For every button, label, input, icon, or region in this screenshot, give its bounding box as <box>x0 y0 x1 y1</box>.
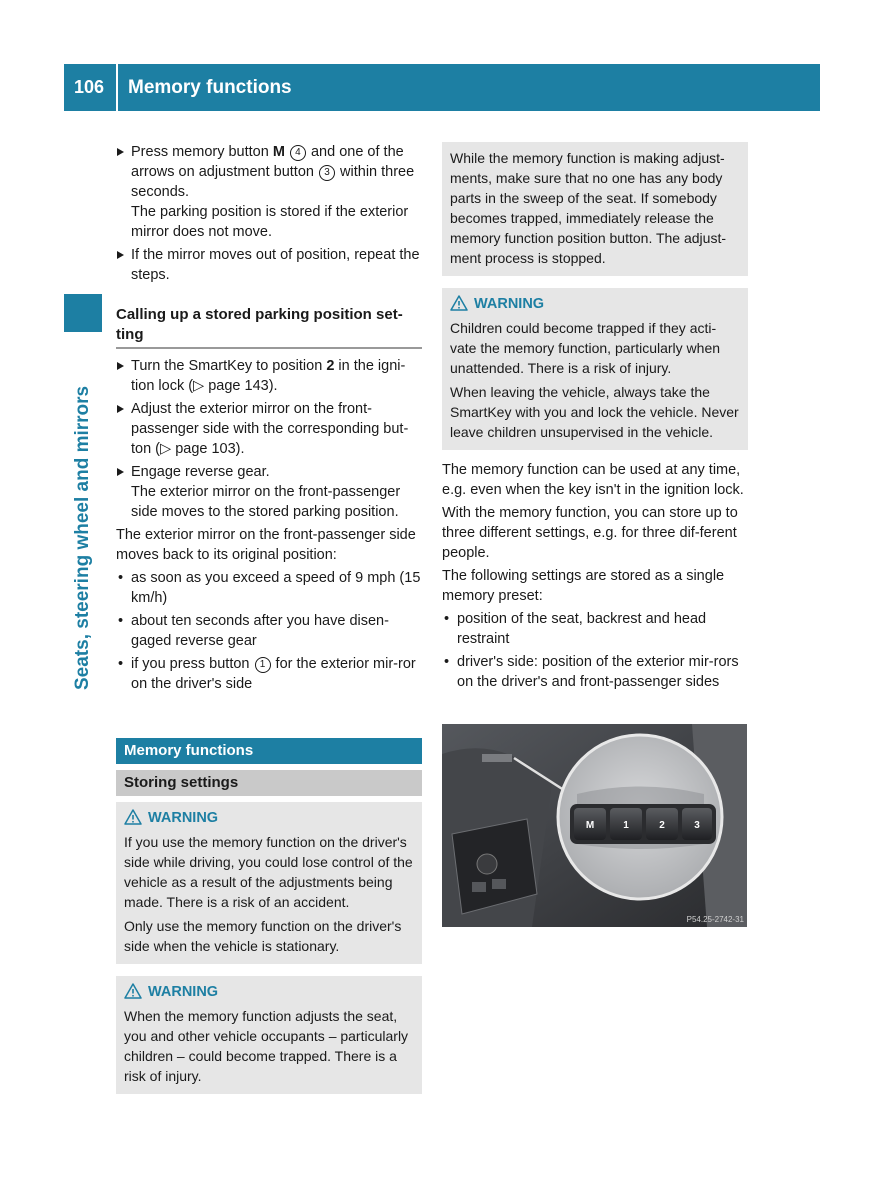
header-divider <box>116 64 118 111</box>
bullet-item: • position of the seat, backrest and head restraint <box>444 611 707 647</box>
step-result: The parking position is stored if the exterior mirror does not move. <box>131 204 409 240</box>
instruction-step: Turn the SmartKey to position 2 in the igni-tion lock (▷ page 143). <box>116 356 422 396</box>
page-title: Memory functions <box>128 77 292 98</box>
bullet-item: • about ten seconds after you have disen-gaged reverse gear <box>118 613 389 649</box>
bullet-item: • if you press button 1 for the exterior mir-ror on the driver's side <box>118 656 416 692</box>
memory-buttons-photo <box>442 724 747 927</box>
callout-number-3: 3 <box>319 165 335 181</box>
side-tab-label: Seats, steering wheel and mirrors <box>72 385 93 690</box>
step-arrow-icon <box>117 251 124 259</box>
photo-button-1: 1 <box>623 820 629 831</box>
step-result: The exterior mirror on the front-passenger side moves to the stored parking position. <box>131 484 401 520</box>
page-number: 106 <box>73 77 105 97</box>
section-title: Memory functions <box>116 738 422 764</box>
door-panel-illustration <box>442 724 747 927</box>
bullet-item: • driver's side: position of the exterior mir-rors on the driver's and front-passenger sides <box>444 654 739 690</box>
warning-box: WARNING If you use the memory function on the driver's side while driving, you could lose control of the vehicle as a result of the adjustments being made. There is a risk of an accident. Only use the memory function on the driver's side when the vehicle is stationary. <box>116 802 422 964</box>
instruction-step: Press memory button M 4 and one of the arrows on adjustment button 3 within three seconds. The parking position is stored if the exterior mirror does not move. <box>116 142 422 242</box>
instruction-step: Engage reverse gear. The exterior mirror on the front-passenger side moves to the stored parking position. <box>116 462 422 522</box>
paragraph: The following settings are stored as a single memory preset: <box>442 568 725 604</box>
subsection-title: Storing settings <box>116 770 422 796</box>
step-arrow-icon <box>117 405 124 413</box>
instruction-step: Adjust the exterior mirror on the front-passenger side with the corresponding but-ton (▷ page 103). <box>116 399 422 459</box>
subheading: Calling up a stored parking position set-ting <box>116 305 422 349</box>
step-arrow-icon <box>117 148 124 156</box>
right-column <box>442 142 748 695</box>
photo-button-3: 3 <box>694 820 700 831</box>
callout-number-1: 1 <box>255 657 271 673</box>
paragraph: The memory function can be used at any time, e.g. even when the key isn't in the ignition lock. <box>442 462 744 498</box>
bullet-item: • as soon as you exceed a speed of 9 mph (15 km/h) <box>118 570 421 606</box>
instruction-step: If the mirror moves out of position, repeat the steps. <box>116 245 422 285</box>
paragraph: The exterior mirror on the front-passenger side moves back to its original position: <box>116 527 416 563</box>
callout-number-4: 4 <box>290 145 306 161</box>
warning-triangle-icon <box>124 809 142 825</box>
warning-triangle-icon <box>124 983 142 999</box>
step-arrow-icon <box>117 468 124 476</box>
page-header <box>64 64 820 111</box>
photo-button-m: M <box>585 820 595 831</box>
photo-code: P54.25-2742-31 <box>686 915 744 924</box>
warning-triangle-icon <box>450 295 468 311</box>
photo-button-2: 2 <box>659 820 665 831</box>
warning-box-continued: While the memory function is making adjust-ments, make sure that no one has any body parts in the sweep of the seat. If somebody becomes trapped, immediately release the memory function position button. The adjust-ment process is stopped. <box>442 142 748 276</box>
step-arrow-icon <box>117 362 124 370</box>
paragraph: With the memory function, you can store up to three different settings, e.g. for three dif-ferent people. <box>442 505 738 561</box>
warning-box: WARNING Children could become trapped if they acti-vate the memory function, particularly when unattended. There is a risk of injury. When leaving the vehicle, always take the SmartKey with you and lock the vehicle. Never leave children unsupervised in the vehicle. <box>442 288 748 450</box>
warning-box: WARNING When the memory function adjusts the seat, you and other vehicle occupants – particularly children – could become trapped. There is a risk of injury. <box>116 976 422 1094</box>
left-column <box>116 142 422 1094</box>
